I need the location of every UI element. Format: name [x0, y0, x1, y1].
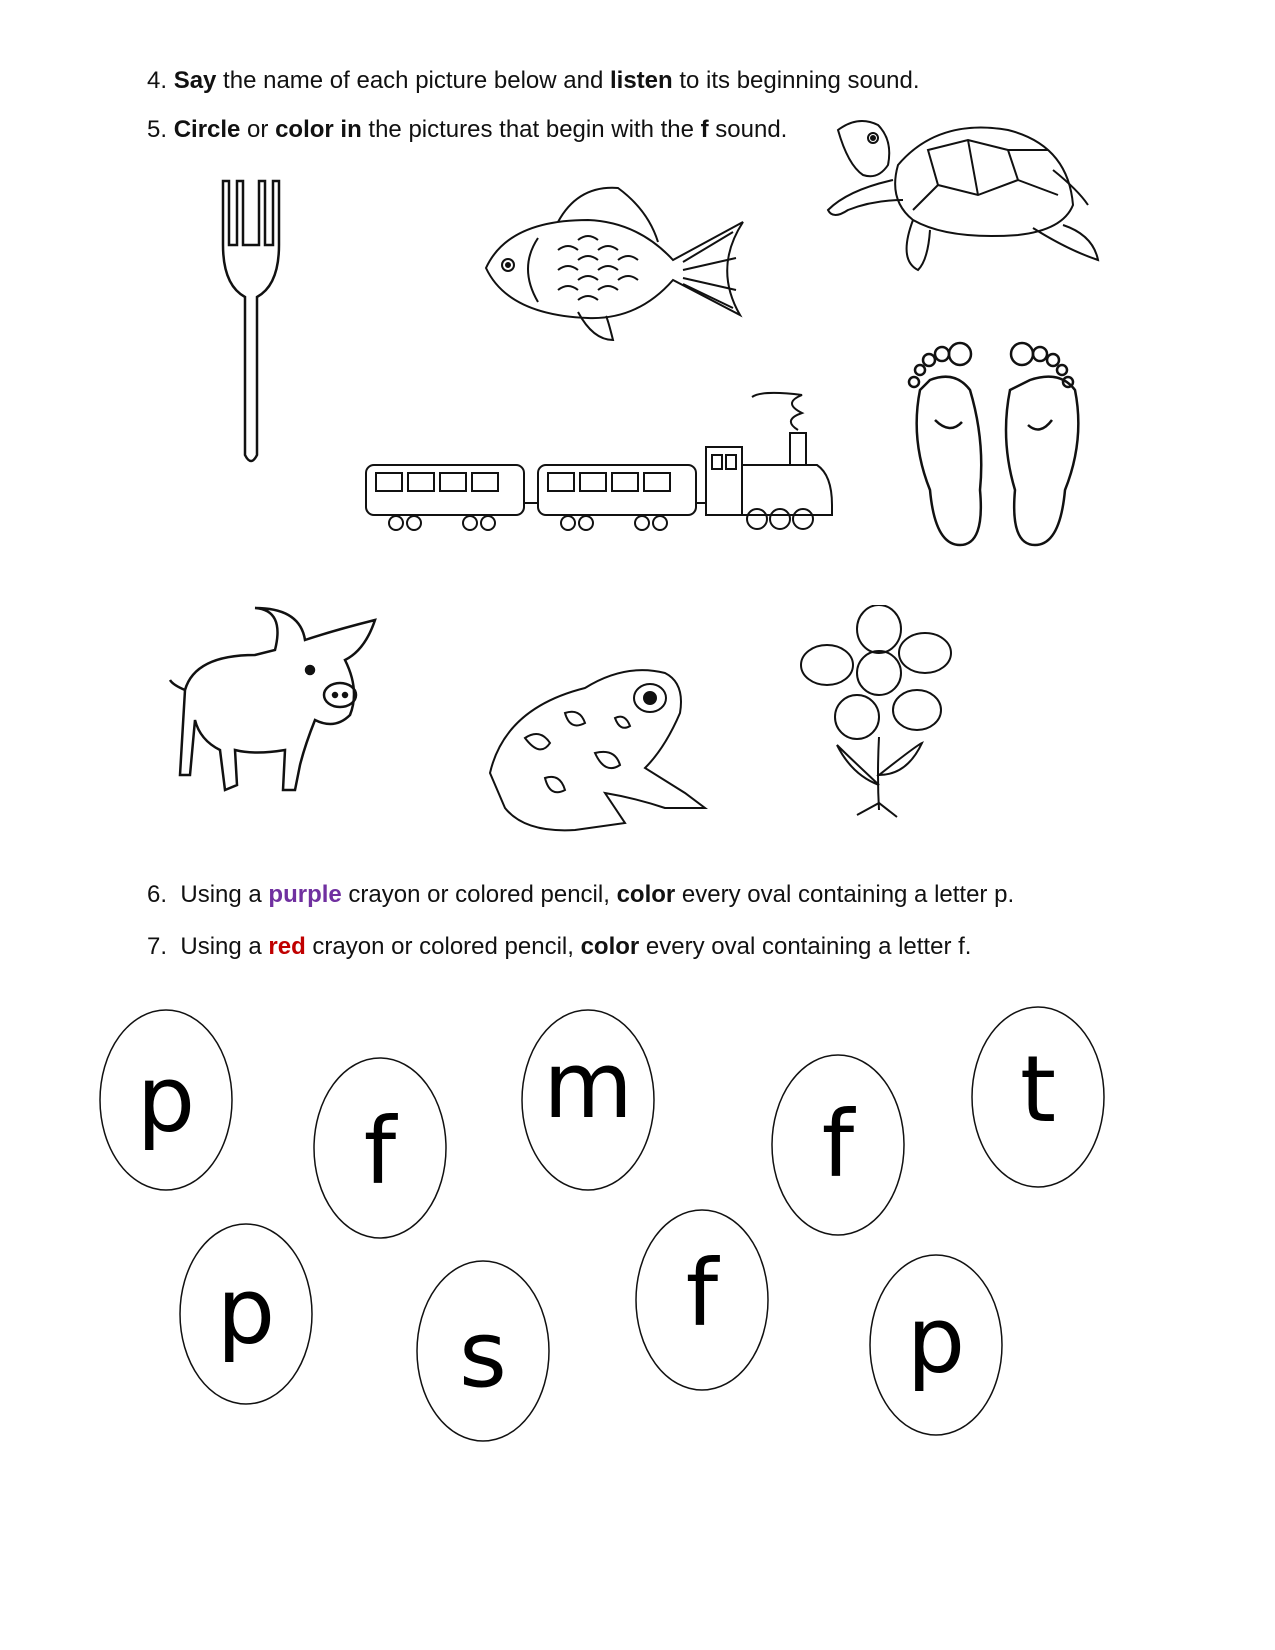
train-picture[interactable] [362, 385, 840, 535]
instruction-number: 4. [147, 67, 168, 94]
instruction-text: crayon or colored pencil, [305, 933, 581, 960]
instruction-7 [147, 932, 971, 962]
instruction-text: every oval containing a letter p. [675, 881, 1015, 908]
letter-oval[interactable] [770, 1053, 906, 1237]
instruction-text: Using a [180, 933, 269, 960]
oval-letter: f [685, 1240, 719, 1347]
instruction-keyword: color [616, 881, 676, 908]
fish-picture[interactable] [478, 180, 750, 345]
instruction-keyword: color [580, 933, 640, 960]
instruction-number: 7. [147, 933, 168, 960]
instruction-text: crayon or colored pencil, [341, 881, 617, 908]
oval-letter: f [363, 1098, 397, 1205]
oval-letter: s [459, 1301, 507, 1408]
instruction-text: sound. [708, 116, 788, 143]
letter-oval[interactable] [178, 1222, 314, 1406]
oval-letter: t [1019, 1036, 1057, 1143]
instruction-text: or [240, 116, 276, 143]
fork-picture[interactable] [215, 175, 287, 470]
oval-letter: p [216, 1258, 276, 1365]
oval-letter: m [543, 1032, 633, 1139]
instruction-number: 5. [147, 116, 168, 143]
letter-oval[interactable] [415, 1259, 551, 1443]
instruction-5 [147, 115, 787, 145]
instruction-text: to its beginning sound. [672, 67, 920, 94]
instruction-text: every oval containing a letter f. [639, 933, 972, 960]
frog-picture[interactable] [485, 658, 710, 838]
letter-oval[interactable] [868, 1253, 1004, 1437]
instruction-number: 6. [147, 881, 168, 908]
color-word-red: red [268, 933, 306, 960]
color-word-purple: purple [268, 881, 342, 908]
oval-letter: p [136, 1046, 196, 1153]
turtle-picture[interactable] [818, 110, 1103, 275]
oval-letter: p [906, 1287, 966, 1394]
instruction-text: Using a [180, 881, 269, 908]
instruction-text: the name of each picture below and [216, 67, 610, 94]
instruction-keyword: Say [173, 67, 217, 94]
instruction-6 [147, 880, 1014, 910]
instruction-text: the pictures that begin with the [361, 116, 701, 143]
flower-picture[interactable] [797, 605, 962, 820]
instruction-4 [147, 66, 920, 96]
instruction-keyword: listen [609, 67, 673, 94]
feet-picture[interactable] [900, 340, 1092, 550]
letter-oval[interactable] [98, 1008, 234, 1192]
instruction-keyword: color in [275, 116, 362, 143]
instruction-keyword: f [700, 116, 709, 143]
letter-oval[interactable] [520, 1008, 656, 1192]
letter-oval[interactable] [634, 1208, 770, 1392]
letter-oval[interactable] [970, 1005, 1106, 1189]
letter-oval[interactable] [312, 1056, 448, 1240]
oval-letter: f [821, 1091, 855, 1198]
pig-picture[interactable] [165, 600, 385, 800]
instruction-keyword: Circle [173, 116, 241, 143]
